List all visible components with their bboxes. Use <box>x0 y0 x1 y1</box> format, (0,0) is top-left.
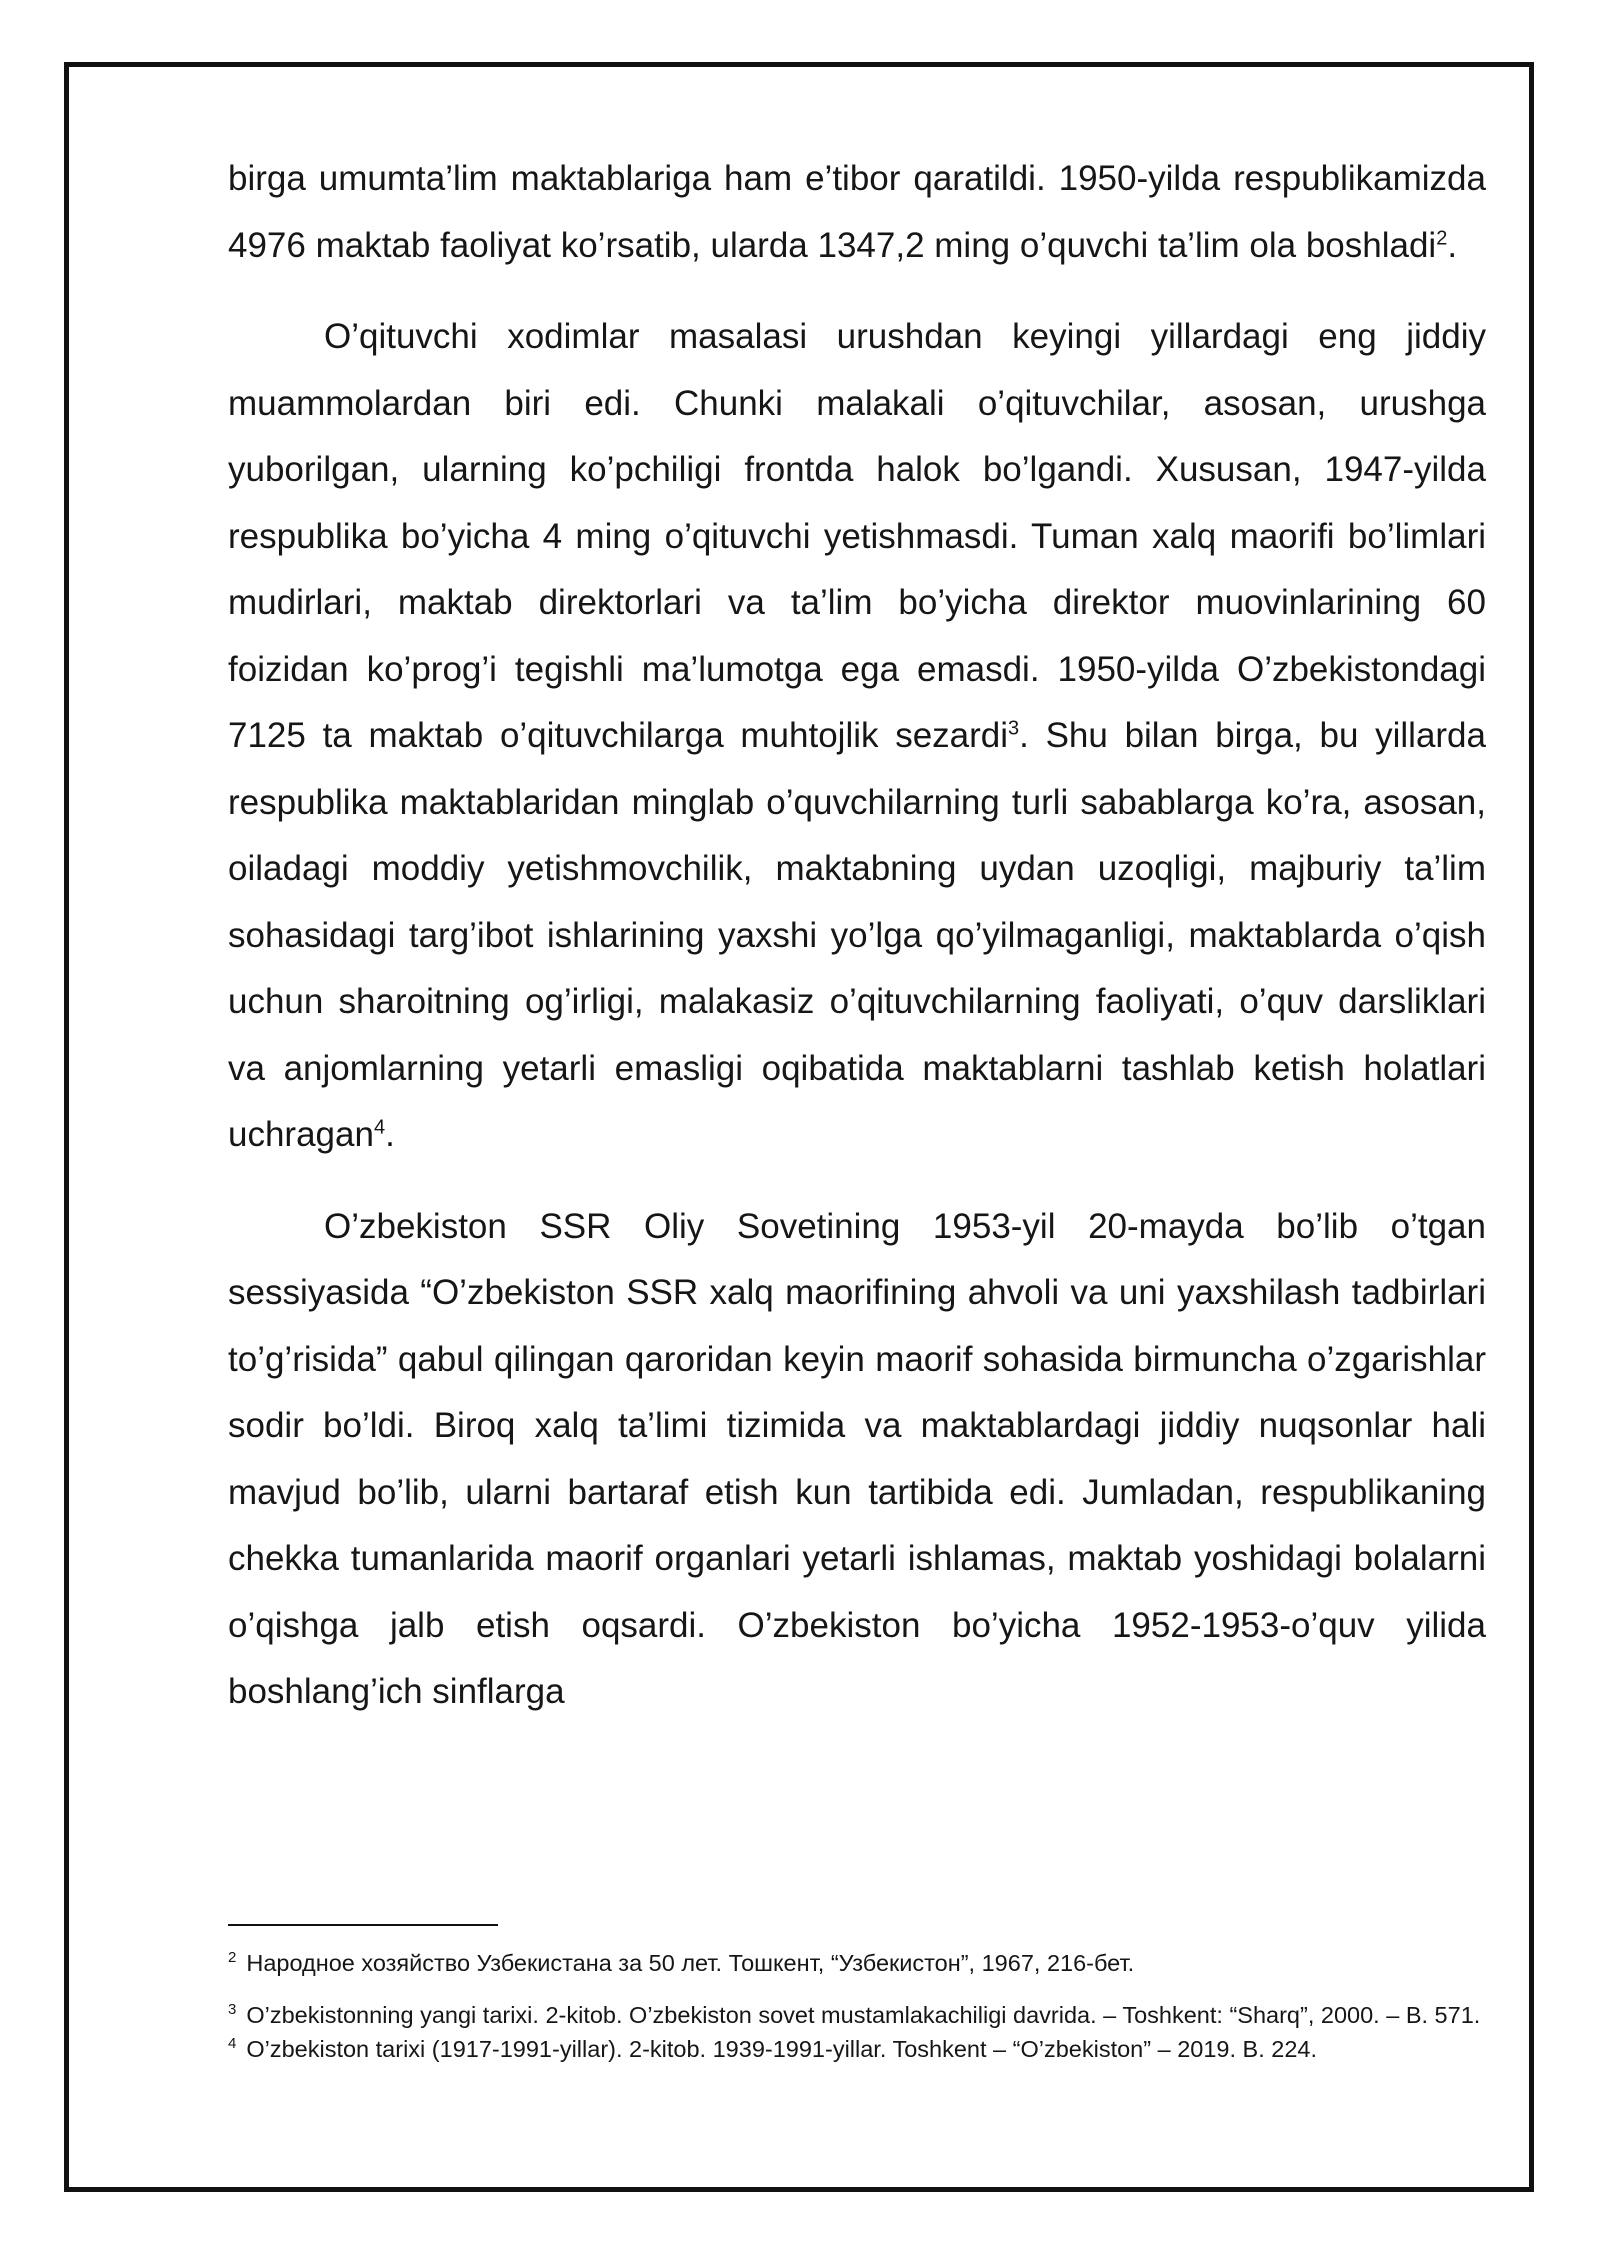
footnote-text: Народное хозяйство Узбекистана за 50 лет. Тошкент, “Узбекистон”, 1967, 216-бет. <box>246 1950 1135 1976</box>
paragraph-2 <box>228 304 1486 1169</box>
footnote-text: O’zbekistonning yangi tarixi. 2-kitob. O’zbekiston sovet mustamlakachiligi davrida. – Toshkent: “Sharq”, 2000. – B. 571. <box>246 2002 1481 2028</box>
paragraph-1-tail: . <box>1447 225 1458 265</box>
paragraph-2-text-a: O’qituvchi xodimlar masalasi urushdan keyingi yillardagi eng jiddiy muammolardan biri edi. Chunki malakali o’qituvchilar, asosan, urushga yuborilgan, ularning ko’pchiligi frontda halok bo’lgandi. Xususan, 1947-yilda respublika bo’yicha 4 ming o’qituvchi yetishmasdi. Tuman xalq maorifi bo’limlari mudirlari, maktab direktorlari va ta’lim bo’yicha direktor muovinlarining 60 foizidan ko’prog’i tegishli ma’lumotga ega emasdi. 1950-yilda O’zbekistondagi 7125 ta maktab o’qituvchilarga muhtojlik sezardi <box>228 317 1486 755</box>
footnote-ref-2[interactable]: 2 <box>1436 226 1448 249</box>
footnote-text: O’zbekiston tarixi (1917-1991-yillar). 2-kitob. 1939-1991-yillar. Toshkent – “O’zbekiston” – 2019. B. 224. <box>246 2036 1318 2062</box>
paragraph-1-text: birga umumta’lim maktablariga ham e’tibor qaratildi. 1950-yilda respublikamizda 4976 maktab faoliyat ko’rsatib, ularda 1347,2 ming o’quvchi ta’lim ola boshladi <box>228 159 1486 265</box>
paragraph-2-text-b: . Shu bilan birga, bu yillarda respublika maktablaridan minglab o’quvchilarning turli sabablarga ko’ra, asosan, oiladagi moddiy yetishmovchilik, maktabning uydan uzoqligi, majburiy ta’lim sohasidagi targ’ibot ishlarining yaxshi yo’lga qo’yilmaganligi, maktablarda o’qish uchun sharoitning og’irligi, malakasiz o’qituvchilarning faoliyati, o’quv darsliklari va anjomlarning yetarli emasligi oqibatida maktablarni tashlab ketish holatlari uchragan <box>228 716 1486 1154</box>
paragraph-3-text: O’zbekiston SSR Oliy Sovetining 1953-yil 20-mayda bo’lib o’tgan sessiyasida “O’zbekiston SSR xalq maorifining ahvoli va uni yaxshilash tadbirlari to’g’risida” qabul qilingan qaroridan keyin maorif sohasida birmuncha o’zgarishlar sodir bo’ldi. Biroq xalq ta’limi tizimida va maktablardagi jiddiy nuqsonlar hali mavjud bo’lib, ularni bartaraf etish kun tartibida edi. Jumladan, respublikaning chekka tumanlarida maorif organlari yetarli ishlamas, maktab yoshidagi bolalarni o’qishga jalb etish oqsardi. O’zbekiston bo’yicha 1952-1953-o’quv yilida boshlang’ich sinflarga <box>228 1206 1486 1711</box>
footnote-ref-3[interactable]: 3 <box>1008 717 1020 740</box>
footnote-separator <box>228 1924 498 1926</box>
footnote-4 <box>228 2034 1486 2064</box>
footnote-2 <box>228 1948 1486 1978</box>
paragraph-1 <box>228 146 1486 279</box>
paragraph-2-tail: . <box>385 1115 395 1154</box>
footnote-number: 4 <box>228 2035 237 2053</box>
footnote-number: 2 <box>228 1949 237 1967</box>
footnote-number: 3 <box>228 2001 237 2019</box>
footnotes <box>228 1948 1486 2064</box>
footnote-ref-4[interactable]: 4 <box>373 1116 386 1139</box>
main-text <box>228 146 1486 1726</box>
footnote-3 <box>228 2000 1486 2030</box>
paragraph-3 <box>228 1194 1486 1726</box>
